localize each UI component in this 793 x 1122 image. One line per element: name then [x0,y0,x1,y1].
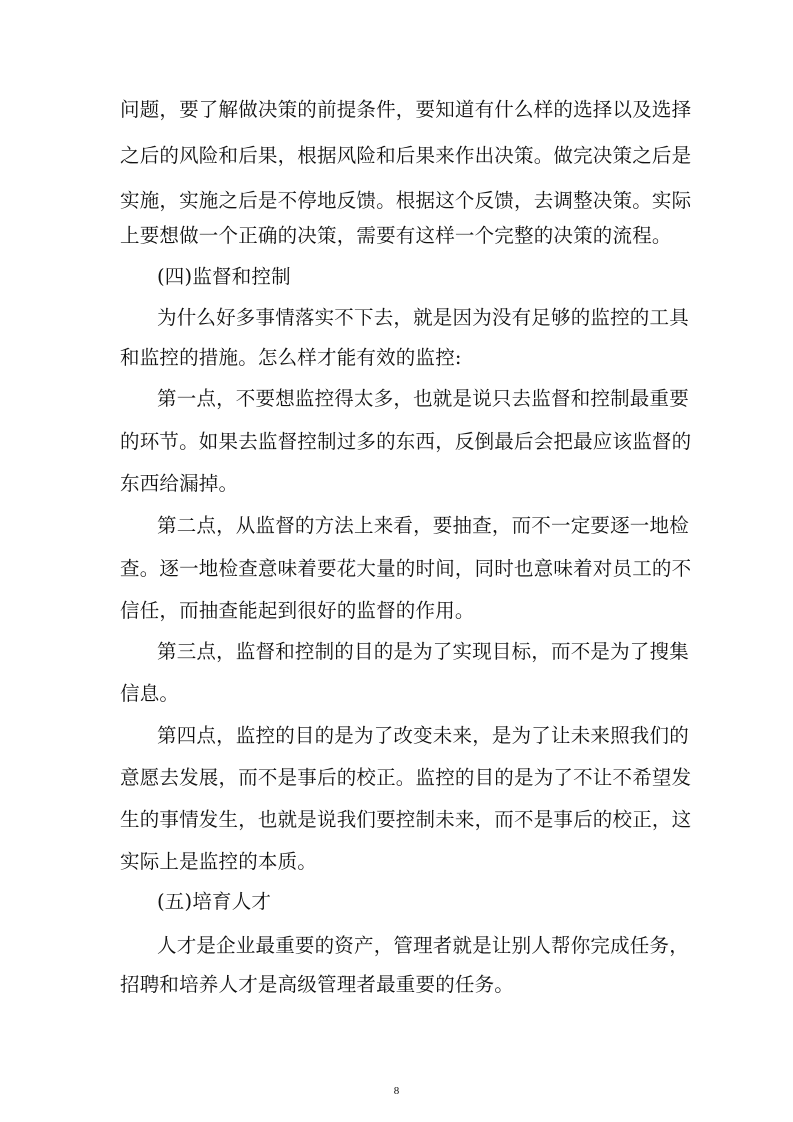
text-line: 和监控的措施。怎么样才能有效的监控: [120,346,462,369]
text-line: 第二点，从监督的方法上来看，要抽查，而不一定要逐一地检 [157,514,689,537]
text-line: 生的事情发生，也就是说我们要控制未来，而不是事后的校正，这 [120,808,692,831]
text-line: 意愿去发展，而不是事后的校正。监控的目的是为了不让不希望发 [120,766,692,789]
text-line: 之后的风险和后果，根据风险和后果来作出决策。做完决策之后是 [120,144,692,167]
text-line: 实施，实施之后是不停地反馈。根据这个反馈，去调整决策。实际 [120,189,692,212]
text-line: 第四点，监控的目的是为了改变未来，是为了让未来照我们的 [157,724,689,747]
section-heading: (五)培育人才 [157,890,272,913]
text-line: 信任，而抽查能起到很好的监督的作用。 [120,599,475,622]
text-line: 为什么好多事情落实不下去，就是因为没有足够的监控的工具 [157,306,689,329]
text-line: 第三点，监督和控制的目的是为了实现目标，而不是为了搜集 [157,640,689,663]
text-line: 查。逐一地检查意味着要花大量的时间，同时也意味着对员工的不 [120,557,692,580]
text-line: 问题，要了解做决策的前提条件，要知道有什么样的选择以及选择 [120,98,692,121]
text-line: 的环节。如果去监督控制过多的东西，反倒最后会把最应该监督的 [120,430,692,453]
text-line: 第一点，不要想监控得太多，也就是说只去监督和控制最重要 [157,387,689,410]
text-line: 上要想做一个正确的决策，需要有这样一个完整的决策的流程。 [120,224,672,247]
section-heading: (四)监督和控制 [157,265,291,288]
text-line: 招聘和培养人才是高级管理者最重要的任务。 [120,973,515,996]
text-line: 信息。 [120,682,180,705]
text-line: 人才是企业最重要的资产，管理者就是让别人帮你完成任务， [157,934,689,957]
text-line: 东西给漏掉。 [120,472,239,495]
text-line: 实际上是监控的本质。 [120,850,318,873]
page-number: 8 [393,1085,400,1097]
